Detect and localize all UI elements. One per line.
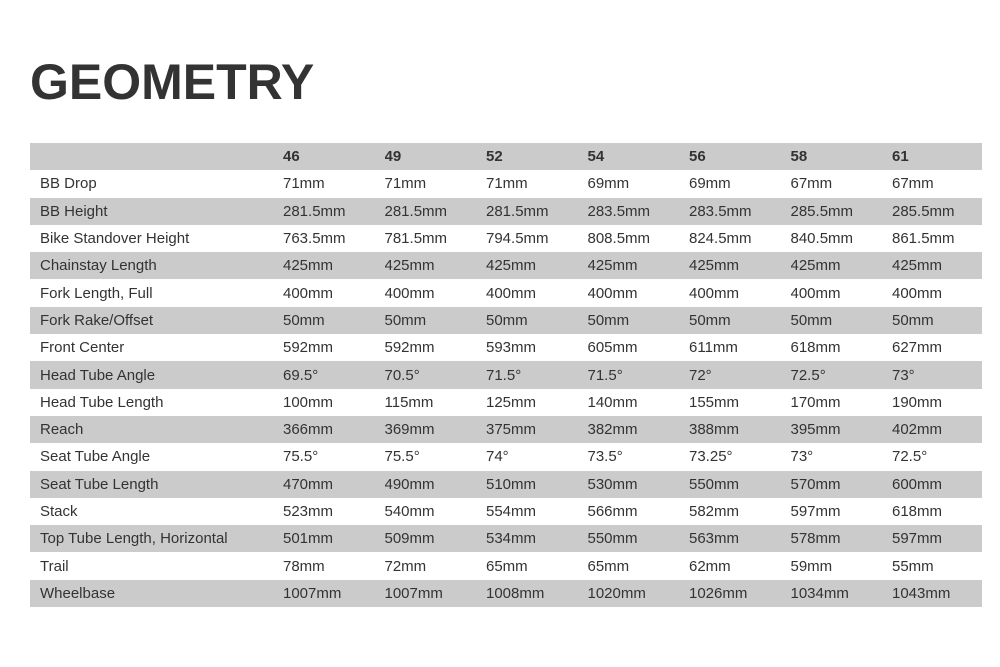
row-label: Fork Length, Full: [40, 284, 153, 302]
cell-value: 578mm: [790, 530, 841, 548]
table-row: [30, 498, 982, 525]
cell-value: 125mm: [486, 393, 537, 411]
cell-value: 50mm: [384, 311, 427, 329]
cell-value: 75.5°: [384, 448, 420, 466]
cell-value: 425mm: [486, 257, 537, 275]
cell-value: 627mm: [892, 339, 943, 357]
cell-value: 597mm: [790, 503, 841, 520]
cell-value: 55mm: [892, 557, 934, 575]
header-size-cell: 58: [790, 148, 808, 166]
cell-value: 425mm: [283, 257, 334, 275]
cell-value: 281.5mm: [384, 202, 448, 220]
cell-value: 69.5°: [283, 366, 319, 384]
row-label: Reach: [40, 421, 84, 439]
cell-value: 400mm: [283, 284, 334, 302]
cell-value: 50mm: [790, 311, 833, 329]
cell-value: 763.5mm: [283, 230, 346, 248]
cell-value: 170mm: [790, 393, 841, 411]
table-row: [30, 279, 982, 306]
cell-value: 73.25°: [689, 448, 733, 466]
table-row: [30, 416, 982, 443]
table-row: [30, 361, 982, 388]
cell-value: 72.5°: [892, 448, 928, 466]
cell-value: 582mm: [689, 503, 740, 520]
table-row: [30, 389, 982, 416]
cell-value: 400mm: [486, 284, 537, 302]
cell-value: 563mm: [689, 530, 740, 548]
cell-value: 550mm: [689, 475, 740, 493]
cell-value: 554mm: [486, 503, 537, 520]
table-row: [30, 580, 982, 607]
table-row: [30, 525, 982, 552]
cell-value: 50mm: [283, 311, 325, 329]
cell-value: 534mm: [486, 530, 537, 548]
header-size-cell: 54: [587, 148, 605, 166]
header-size-cell: 52: [486, 148, 503, 166]
geometry-table: [30, 143, 982, 607]
cell-value: 592mm: [384, 339, 435, 357]
cell-value: 65mm: [486, 557, 528, 575]
cell-value: 71mm: [283, 175, 325, 193]
cell-value: 69mm: [587, 175, 630, 193]
cell-value: 115mm: [384, 393, 434, 411]
cell-value: 593mm: [486, 339, 537, 357]
cell-value: 425mm: [587, 257, 638, 275]
cell-value: 400mm: [892, 284, 943, 302]
cell-value: 73°: [790, 448, 814, 466]
cell-value: 50mm: [486, 311, 528, 329]
row-label: Chainstay Length: [40, 257, 157, 275]
cell-value: 1026mm: [689, 584, 748, 602]
cell-value: 400mm: [384, 284, 435, 302]
row-label: Fork Rake/Offset: [40, 311, 154, 329]
cell-value: 74°: [486, 448, 509, 466]
cell-value: 824.5mm: [689, 230, 752, 248]
cell-value: 618mm: [892, 503, 943, 520]
cell-value: 75.5°: [283, 448, 319, 466]
row-label: BB Drop: [40, 175, 97, 193]
cell-value: 50mm: [689, 311, 731, 329]
header-size-cell: 49: [384, 148, 402, 166]
cell-value: 1034mm: [790, 584, 849, 602]
cell-value: 73°: [892, 366, 915, 384]
cell-value: 140mm: [587, 393, 638, 411]
cell-value: 65mm: [587, 557, 630, 575]
cell-value: 382mm: [587, 421, 638, 439]
row-label: Seat Tube Angle: [40, 448, 151, 466]
cell-value: 794.5mm: [486, 230, 549, 248]
cell-value: 71.5°: [587, 366, 623, 384]
cell-value: 1007mm: [283, 584, 342, 602]
cell-value: 70.5°: [384, 366, 420, 384]
row-label: Front Center: [40, 339, 125, 357]
cell-value: 59mm: [790, 557, 833, 575]
cell-value: 62mm: [689, 557, 731, 575]
row-label: Stack: [40, 503, 78, 520]
cell-value: 597mm: [892, 530, 943, 548]
row-label: Top Tube Length, Horizontal: [40, 530, 228, 548]
cell-value: 72.5°: [790, 366, 826, 384]
cell-value: 400mm: [790, 284, 841, 302]
table-row: [30, 471, 982, 498]
cell-value: 530mm: [587, 475, 638, 493]
page-title: GEOMETRY: [30, 54, 315, 110]
cell-value: 425mm: [892, 257, 943, 275]
cell-value: 808.5mm: [587, 230, 651, 248]
row-label: Head Tube Angle: [40, 366, 156, 384]
cell-value: 67mm: [892, 175, 934, 193]
cell-value: 425mm: [689, 257, 740, 275]
header-size-cell: 61: [892, 148, 909, 166]
cell-value: 600mm: [892, 475, 943, 493]
cell-value: 283.5mm: [587, 202, 651, 220]
cell-value: 50mm: [892, 311, 934, 329]
cell-value: 570mm: [790, 475, 841, 493]
cell-value: 388mm: [689, 421, 740, 439]
cell-value: 509mm: [384, 530, 435, 548]
table-row: [30, 334, 982, 361]
row-label: Wheelbase: [40, 584, 116, 602]
cell-value: 425mm: [384, 257, 435, 275]
cell-value: 523mm: [283, 503, 334, 520]
cell-value: 1008mm: [486, 584, 545, 602]
cell-value: 50mm: [587, 311, 630, 329]
table-row: [30, 307, 982, 334]
row-label: Seat Tube Length: [40, 475, 159, 493]
row-label: Head Tube Length: [40, 393, 164, 411]
header-size-cell: 56: [689, 148, 706, 166]
cell-value: 395mm: [790, 421, 841, 439]
cell-value: 366mm: [283, 421, 334, 439]
cell-value: 369mm: [384, 421, 435, 439]
cell-value: 566mm: [587, 503, 638, 520]
cell-value: 550mm: [587, 530, 638, 548]
cell-value: 840.5mm: [790, 230, 854, 248]
cell-value: 1043mm: [892, 584, 951, 602]
cell-value: 510mm: [486, 475, 537, 493]
cell-value: 281.5mm: [283, 202, 346, 220]
cell-value: 67mm: [790, 175, 833, 193]
cell-value: 1007mm: [384, 584, 443, 602]
cell-value: 781.5mm: [384, 230, 448, 248]
table-row: [30, 552, 982, 579]
cell-value: 611mm: [689, 339, 738, 357]
cell-value: 285.5mm: [790, 202, 854, 220]
table-row: [30, 252, 982, 279]
row-label: BB Height: [40, 202, 108, 220]
cell-value: 375mm: [486, 421, 537, 439]
cell-value: 78mm: [283, 557, 325, 575]
cell-value: 501mm: [283, 530, 334, 548]
table-row: [30, 170, 982, 197]
table-row: [30, 225, 982, 252]
cell-value: 72°: [689, 366, 712, 384]
row-label: Bike Standover Height: [40, 230, 190, 248]
table-header-row: [30, 143, 982, 170]
cell-value: 592mm: [283, 339, 334, 357]
cell-value: 283.5mm: [689, 202, 752, 220]
cell-value: 281.5mm: [486, 202, 549, 220]
table-row: [30, 443, 982, 470]
cell-value: 425mm: [790, 257, 841, 275]
cell-value: 100mm: [283, 393, 334, 411]
cell-value: 190mm: [892, 393, 943, 411]
cell-value: 71mm: [384, 175, 427, 193]
cell-value: 71.5°: [486, 366, 522, 384]
cell-value: 1020mm: [587, 584, 646, 602]
cell-value: 490mm: [384, 475, 435, 493]
cell-value: 540mm: [384, 503, 435, 520]
cell-value: 618mm: [790, 339, 841, 357]
cell-value: 470mm: [283, 475, 334, 493]
cell-value: 285.5mm: [892, 202, 955, 220]
cell-value: 155mm: [689, 393, 740, 411]
cell-value: 73.5°: [587, 448, 623, 466]
cell-value: 400mm: [587, 284, 638, 302]
cell-value: 861.5mm: [892, 230, 955, 248]
cell-value: 71mm: [486, 175, 528, 193]
cell-value: 402mm: [892, 421, 943, 439]
cell-value: 69mm: [689, 175, 731, 193]
table-row: [30, 198, 982, 225]
header-size-cell: 46: [283, 148, 300, 166]
cell-value: 72mm: [384, 557, 427, 575]
cell-value: 605mm: [587, 339, 638, 357]
cell-value: 400mm: [689, 284, 740, 302]
row-label: Trail: [40, 557, 69, 575]
